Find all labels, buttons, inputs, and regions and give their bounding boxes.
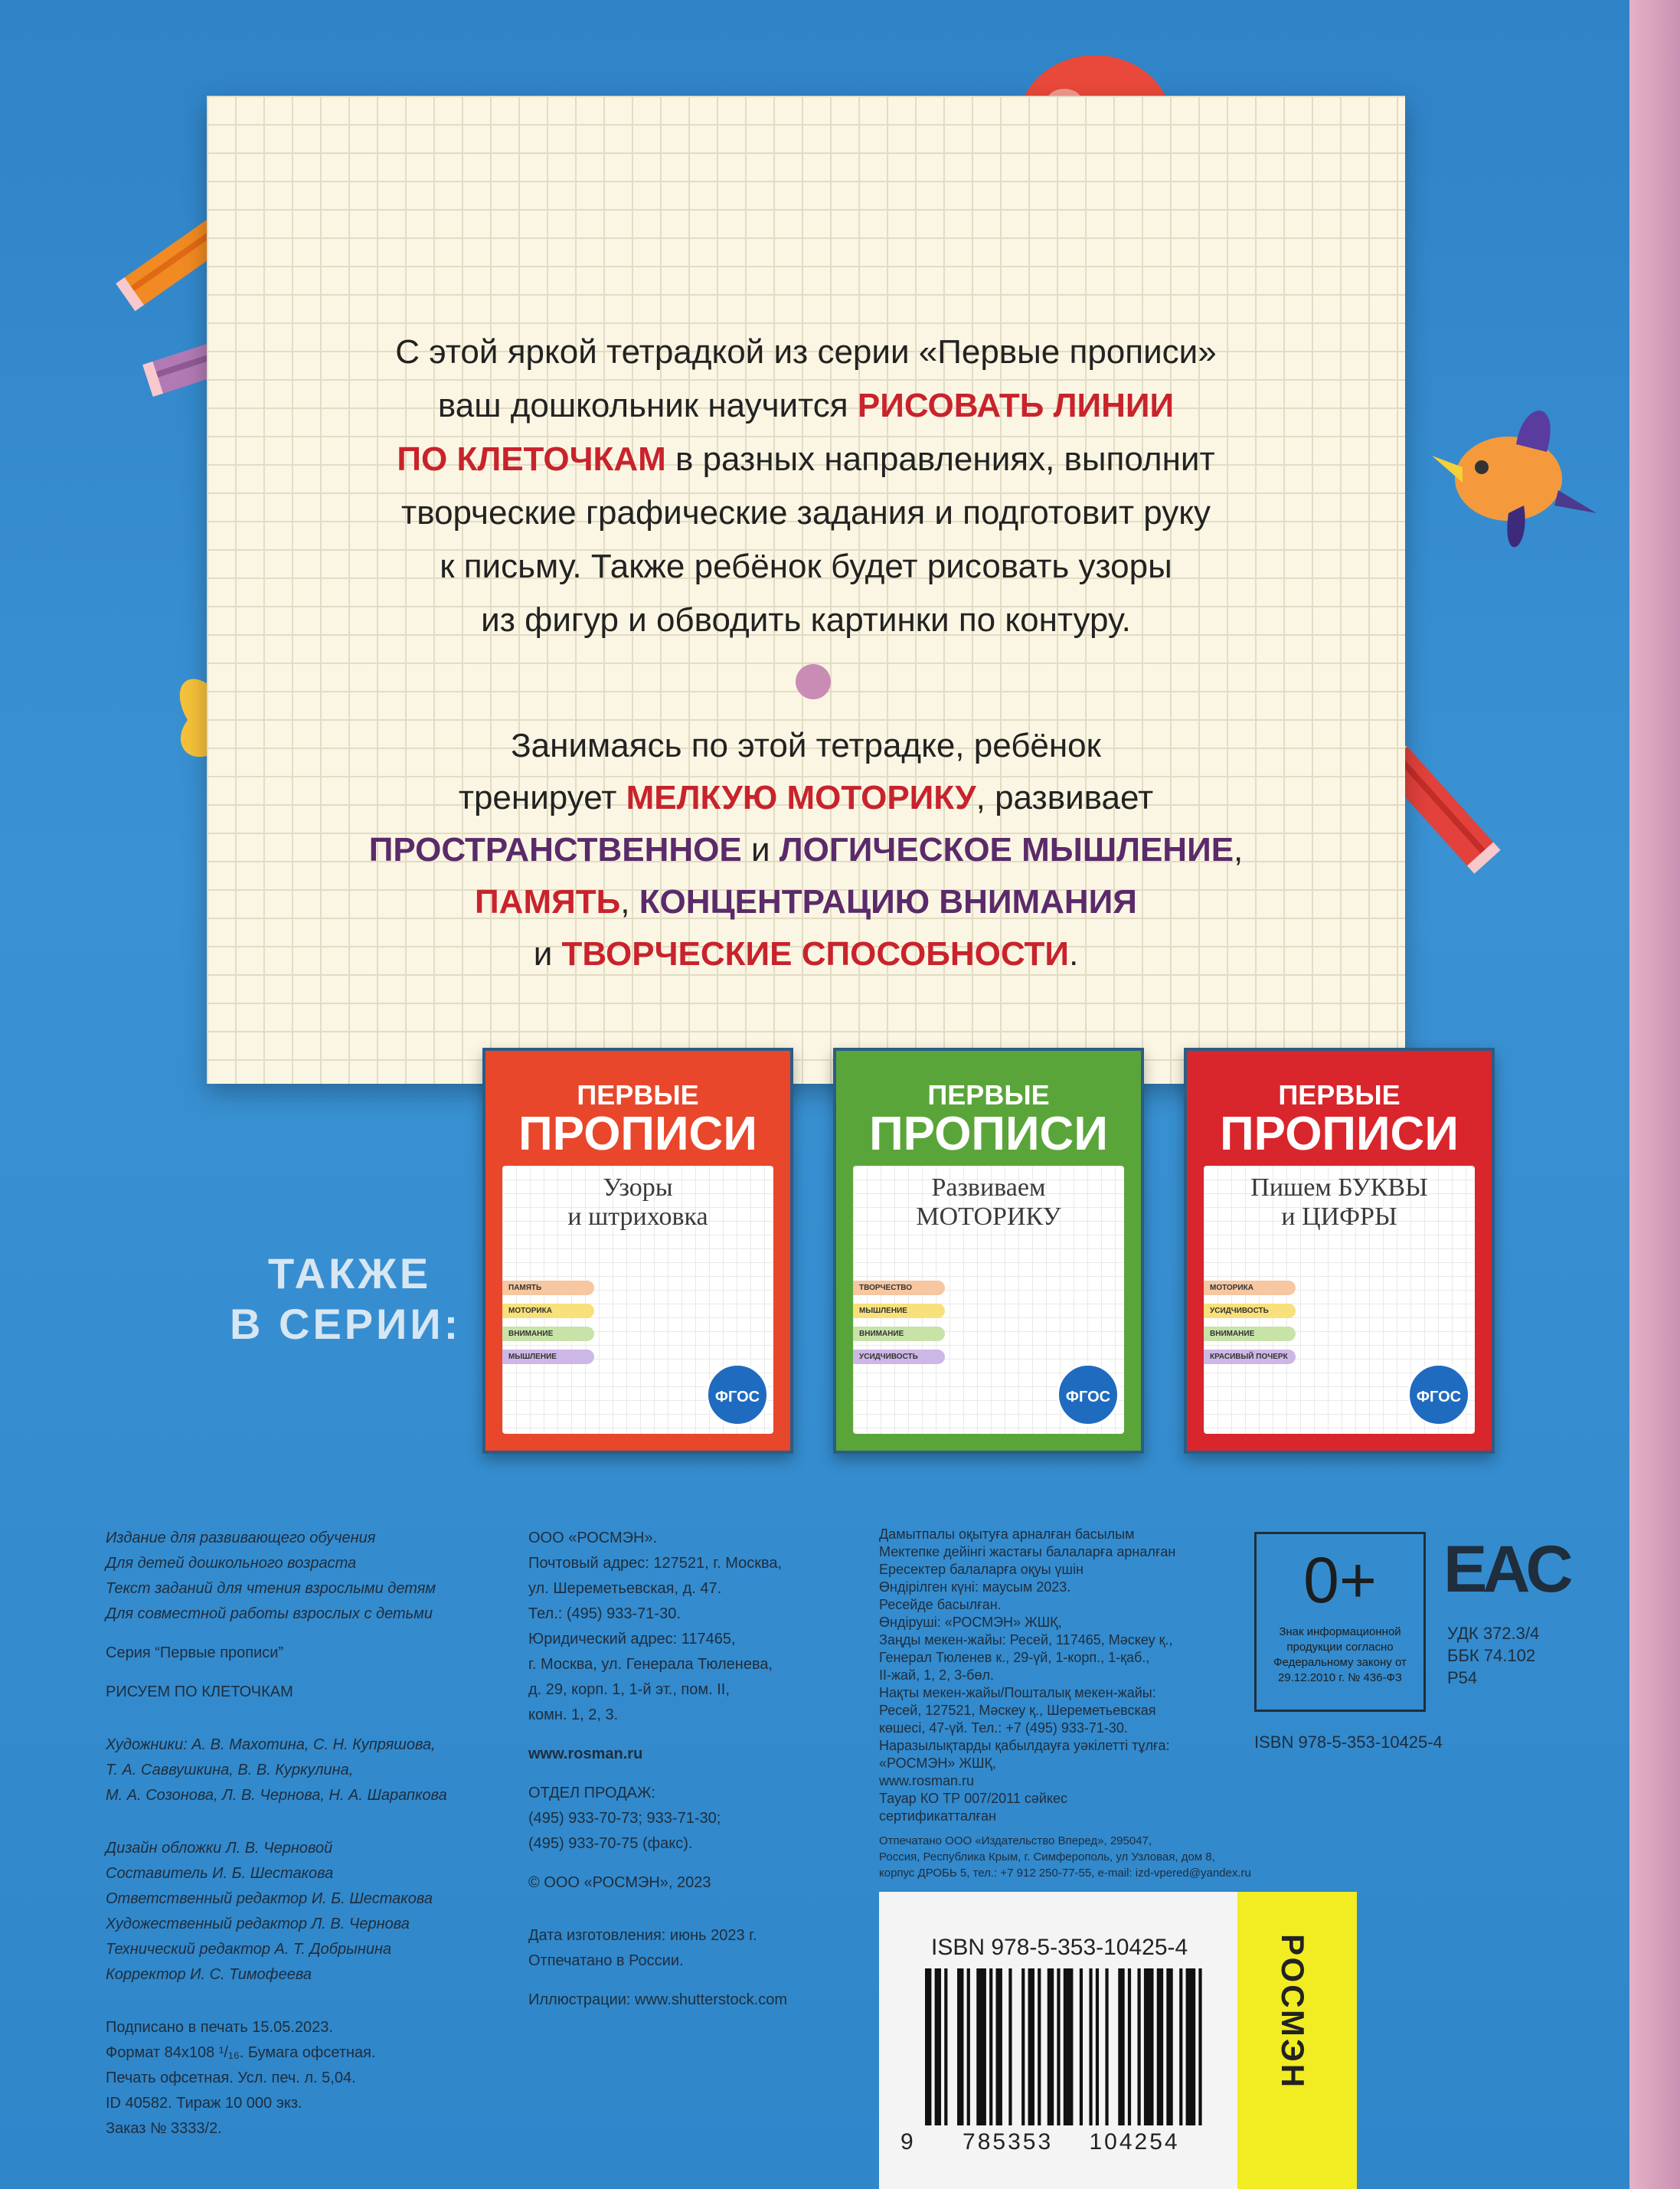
cover-tags: [1204, 1281, 1296, 1373]
age-rating-description: Знак информационной продукции согласно Федеральному закону от 29.12.2010 г. № 436-ФЗ: [1273, 1625, 1407, 1684]
cover-tag: УСИДЧИВОСТЬ: [853, 1350, 945, 1364]
highlight-by-cells: ПО КЛЕТОЧКАМ: [397, 440, 666, 478]
cover-brand-line-2: ПРОПИСИ: [518, 1108, 757, 1160]
cover-edge: [1629, 0, 1680, 2189]
barcode-isbn: ISBN 978-5-353-10425-4: [931, 1935, 1188, 1960]
cover-tag: МЫШЛЕНИЕ: [502, 1350, 594, 1364]
cover-tag: ВНИМАНИЕ: [1204, 1327, 1296, 1341]
artists: Художники: А. В. Махотина, С. Н. Купряшова, Т. А. Саввушкина, В. В. Куркулина, М. А. Созонова, Л. В. Чернова, Н. А. Шарапкова: [106, 1736, 447, 1804]
cover-tag: ПАМЯТЬ: [502, 1281, 594, 1295]
manufacture-date: Дата изготовления: июнь 2023 г. Отпечатано в России.: [528, 1927, 757, 1969]
printer-info: Отпечатано ООО «Издательство Вперед», 295047, Россия, Республика Крым, г. Симферополь, ул Узловая, дом 8, корпус ДРОБЬ 5, тел.: +7 912 250-77-55, e-mail: izd-vpered@yandex.ru: [879, 1834, 1251, 1880]
imprint-column-3: [879, 1526, 1251, 1881]
highlight-fine-motor: МЕЛКУЮ МОТОРИКУ: [626, 779, 976, 816]
age-rating-badge: 0+ Знак информационной продукции согласно Федеральному закону от 29.12.2010 г. № 436-ФЗ: [1254, 1532, 1426, 1712]
series-line: Серия “Первые прописи”: [106, 1644, 284, 1661]
cover-brand-line-1: ПЕРВЫЕ: [577, 1079, 699, 1111]
publisher-logo: РОСМЭН: [1275, 1934, 1311, 2090]
series-book-cover: [482, 1048, 793, 1454]
highlight-logical: ЛОГИЧЕСКОЕ МЫШЛЕНИЕ: [779, 831, 1234, 869]
series-book-cover: [1184, 1048, 1495, 1454]
cover-brand-line-2: ПРОПИСИ: [869, 1108, 1108, 1160]
cover-brand-line-1: ПЕРВЫЕ: [1278, 1079, 1401, 1111]
website-link: www.rosman.ru: [528, 1746, 643, 1762]
cover-tag: МОТОРИКА: [1204, 1281, 1296, 1295]
bird-icon: [1432, 383, 1600, 567]
copyright: © ООО «РОСМЭН», 2023: [528, 1874, 711, 1891]
cover-title: Развиваем МОТОРИКУ: [916, 1173, 1061, 1231]
cover-title: Узоры и штриховка: [567, 1173, 708, 1231]
cover-tag: УСИДЧИВОСТЬ: [1204, 1304, 1296, 1318]
eac-mark: EAC: [1443, 1533, 1569, 1606]
cover-tags: [502, 1281, 594, 1373]
fgos-badge: ФГОС: [1407, 1363, 1470, 1426]
cover-tag: МОТОРИКА: [502, 1304, 594, 1318]
fgos-badge: ФГОС: [1057, 1363, 1119, 1426]
kazakh-imprint: Дамытпалы оқытуға арналған басылым Мектепке дейінгі жастағы балаларға арналған Ересектер балаларға оқуы үшін Өндірілген күні: маусым 2023. Ресейде басылған. Өндіруші: «РОСМЭН» ЖШҚ, Заңды мекен-жайы: Ресей, 117465, Мәскеу қ., Генерал Тюленев к., 29-үй, 1-корп., 1-қаб., II-жай, 1, 2, 3-бөл. Нақты мекен-жайы/Пошталық мекен-жайы: Ресей, 127521, Мәскеу қ., Шереметьевская көшесі, 47-үй. Тел.: +7 (495) 933-71-30. Наразылықтарды қабылдауға уәкілетті тұлға: «РОСМЭН» ЖШҚ, www.rosman.ru Тауар КО ТР 007/2011 сәйкес сертификатталған: [879, 1526, 1176, 1824]
barcode-digits: 9 785353 104254: [900, 2129, 1180, 2155]
imprint-column-2: [528, 1526, 787, 2013]
edition-notes: Издание для развивающего обучения Для детей дошкольного возраста Текст заданий для чтения взрослыми детям Для совместной работы взрослых с детьми: [106, 1530, 436, 1622]
cover-tags: [853, 1281, 945, 1373]
series-book-cover: [833, 1048, 1144, 1454]
barcode-icon: [925, 1968, 1208, 2125]
cover-title: Пишем БУКВЫ и ЦИФРЫ: [1250, 1173, 1428, 1231]
highlight-attention: КОНЦЕНТРАЦИЮ ВНИМАНИЯ: [639, 883, 1137, 921]
publisher-address: ООО «РОСМЭН». Почтовый адрес: 127521, г. Москва, ул. Шереметьевская, д. 47. Тел.: (495) 933-71-30. Юридический адрес: 117465, г. Москва, ул. Генерала Тюленева, д. 29, корп. 1, 1-й эт., пом. II, комн. 1, 2, 3.: [528, 1530, 783, 1723]
cover-tag: ТВОРЧЕСТВО: [853, 1281, 945, 1295]
cover-tag: КРАСИВЫЙ ПОЧЕРК: [1204, 1350, 1296, 1364]
credits: Дизайн обложки Л. В. Черновой Составитель И. Б. Шестакова Ответственный редактор И. Б. Шестакова Художественный редактор Л. В. Чернова Технический редактор А. Т. Добрынина Корректор И. С. Тимофеева: [106, 1840, 433, 1983]
pink-dot-icon: [794, 663, 832, 701]
isbn-text: ISBN 978-5-353-10425-4: [1254, 1733, 1443, 1752]
cover-header: [836, 1051, 1141, 1170]
highlight-draw-lines: РИСОВАТЬ ЛИНИИ: [857, 387, 1175, 424]
series-label: ТАКЖЕ В СЕРИИ:: [230, 1249, 462, 1348]
highlight-memory: ПАМЯТЬ: [475, 883, 621, 921]
description-card: [207, 96, 1405, 1084]
sales-department: ОТДЕЛ ПРОДАЖ: (495) 933-70-73; 933-71-30; (495) 933-70-75 (факс).: [528, 1785, 721, 1852]
highlight-spatial: ПРОСТРАНСТВЕННОЕ: [368, 831, 742, 869]
barcode-panel: [879, 1892, 1237, 2189]
print-details: Подписано в печать 15.05.2023. Формат 84x108 ¹/₁₆. Бумага офсетная. Печать офсетная. Усл. печ. л. 5,04. ID 40582. Тираж 10 000 экз. Заказ № 3333/2.: [106, 2019, 376, 2137]
imprint-column-1: [106, 1526, 447, 2142]
classification-codes: УДК 372.3/4 ББК 74.102 Р54: [1447, 1624, 1540, 1687]
skills-paragraph: Занимаясь по этой тетрадке, ребёнок тренирует МЕЛКУЮ МОТОРИКУ, развивает ПРОСТРАНСТВЕННОЕ и ЛОГИЧЕСКОЕ МЫШЛЕНИЕ, ПАМЯТЬ, КОНЦЕНТРАЦИЮ ВНИМАНИЯ и ТВОРЧЕСКИЕ СПОСОБНОСТИ.: [368, 727, 1244, 973]
cover-header: [1187, 1051, 1492, 1170]
cover-brand-line-1: ПЕРВЫЕ: [927, 1079, 1050, 1111]
cover-tag: МЫШЛЕНИЕ: [853, 1304, 945, 1318]
fgos-badge: ФГОС: [706, 1363, 769, 1426]
cover-tag: ВНИМАНИЕ: [853, 1327, 945, 1341]
cover-tag: ВНИМАНИЕ: [502, 1327, 594, 1341]
cover-header: [485, 1051, 790, 1170]
book-title: РИСУЕМ ПО КЛЕТОЧКАМ: [106, 1683, 293, 1700]
intro-paragraph: С этой яркой тетрадкой из серии «Первые прописи» ваш дошкольник научится РИСОВАТЬ ЛИНИИ ПО КЛЕТОЧКАМ в разных направлениях, выполнит творческие графические задания и подготовит руку к письму. Также ребёнок будет рисовать узоры из фигур и обводить картинки по контуру.: [395, 333, 1217, 639]
illustrations-credit: Иллюстрации: www.shutterstock.com: [528, 1991, 787, 2008]
cover-brand-line-2: ПРОПИСИ: [1220, 1108, 1459, 1160]
publisher-brand-strip: [1237, 1892, 1357, 2189]
highlight-creative: ТВОРЧЕСКИЕ СПОСОБНОСТИ: [561, 935, 1070, 973]
